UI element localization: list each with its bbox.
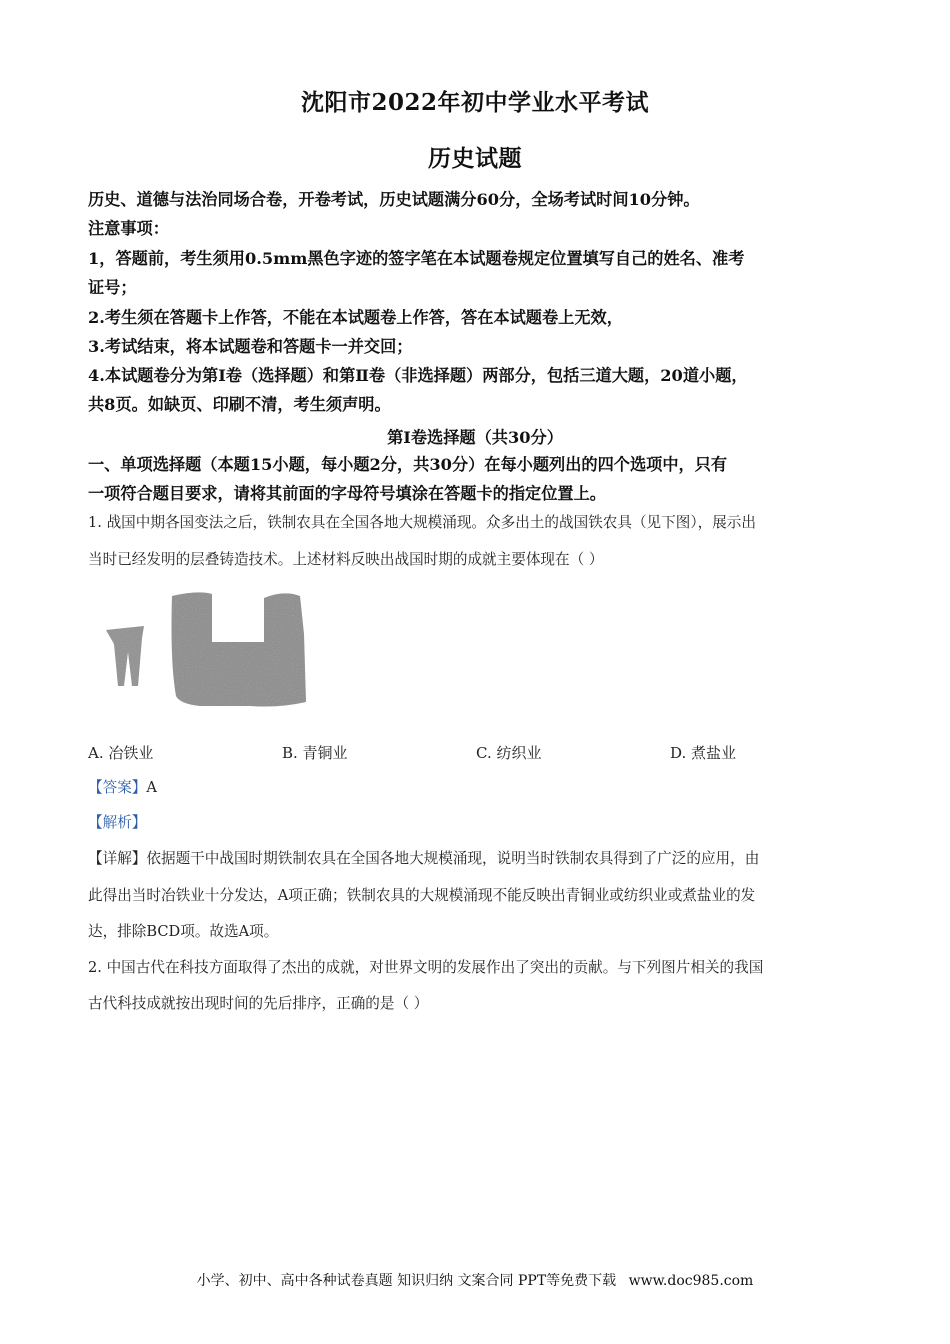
section-heading-line: 一、单项选择题（本题15小题，每小题2分，共30分）在每小题列出的四个选项中，只有 [88,455,728,474]
option-c: C. 纺织业 [476,744,542,762]
instruction-item: 2.考生须在答题卡上作答，不能在本试题卷上作答，答在本试题卷上无效， [88,308,623,327]
footer-site-link[interactable]: www.doc985.com [628,1273,754,1289]
detail-line: 此得出当时冶铁业十分发达，A项正确；铁制农具的大规模涌现不能反映出青铜业或纺织业或煮盐业的发 [88,887,756,904]
small-tool-shape [106,626,144,686]
question2-text-line: 2. 中国古代在科技方面取得了杰出的成就，对世界文明的发展作出了突出的贡献。与下列图片相关的我国 [88,959,764,976]
exam-subtitle: 历史试题 [428,145,522,172]
detail-line [88,847,868,868]
question1-text-line: 当时已经发明的层叠铸造技术。上述材料反映出战国时期的成就主要体现在（ ） [88,551,604,568]
analysis-label: 【解析】 [88,814,147,831]
answer-line [88,776,868,797]
section-title: 第Ⅰ卷选择题（共30分） [387,428,563,447]
instruction-item: 4.本试题卷分为第Ⅰ卷（选择题）和第Ⅱ卷（非选择题）两部分，包括三道大题，20道小题， [88,366,748,385]
option-a: A. 冶铁业 [88,744,154,762]
instructions-intro: 历史、道德与法治同场合卷，开卷考试，历史试题满分60分，全场考试时间10分钟。 [88,190,700,209]
footer-text: 小学、初中、高中各种试卷真题 知识归纳 文案合同 PPT等免费下载 [196,1273,617,1289]
analysis-line [88,811,868,832]
exam-title: 沈阳市2022年初中学业水平考试 [300,89,649,116]
option-b: B. 青铜业 [282,744,348,762]
option-d: D. 煮盐业 [670,744,737,762]
answer-label: 【答案】 [88,779,147,796]
iron-farm-tools-figure [100,582,320,722]
detail-label: 【详解】 [88,850,147,867]
notes-label: 注意事项： [88,219,169,238]
question1-text-line: 1. 战国中期各国变法之后，铁制农具在全国各地大规模涌现。众多出土的战国铁农具（见下图），展示出 [88,514,756,531]
page-footer [0,1270,950,1290]
instruction-item: 3.考试结束，将本试题卷和答题卡一并交回； [88,337,413,356]
question2-text-line: 古代科技成就按出现时间的先后排序，正确的是（ ） [88,995,429,1012]
detail-text: 依据题干中战国时期铁制农具在全国各地大规模涌现，说明当时铁制农具得到了广泛的应用，由 [146,850,760,867]
detail-line: 达，排除BCD项。故选A项。 [88,923,279,940]
large-tool-shape [172,592,307,706]
answer-value: A [146,779,157,796]
instruction-item: 证号； [88,278,137,297]
instruction-item: 共8页。如缺页、印刷不清，考生须声明。 [88,395,391,414]
section-heading-line: 一项符合题目要求，请将其前面的字母符号填涂在答题卡的指定位置上。 [88,484,606,503]
instruction-item: 1，答题前，考生须用0.5mm黑色字迹的签字笔在本试题卷规定位置填写自己的姓名、准考 [88,249,745,268]
